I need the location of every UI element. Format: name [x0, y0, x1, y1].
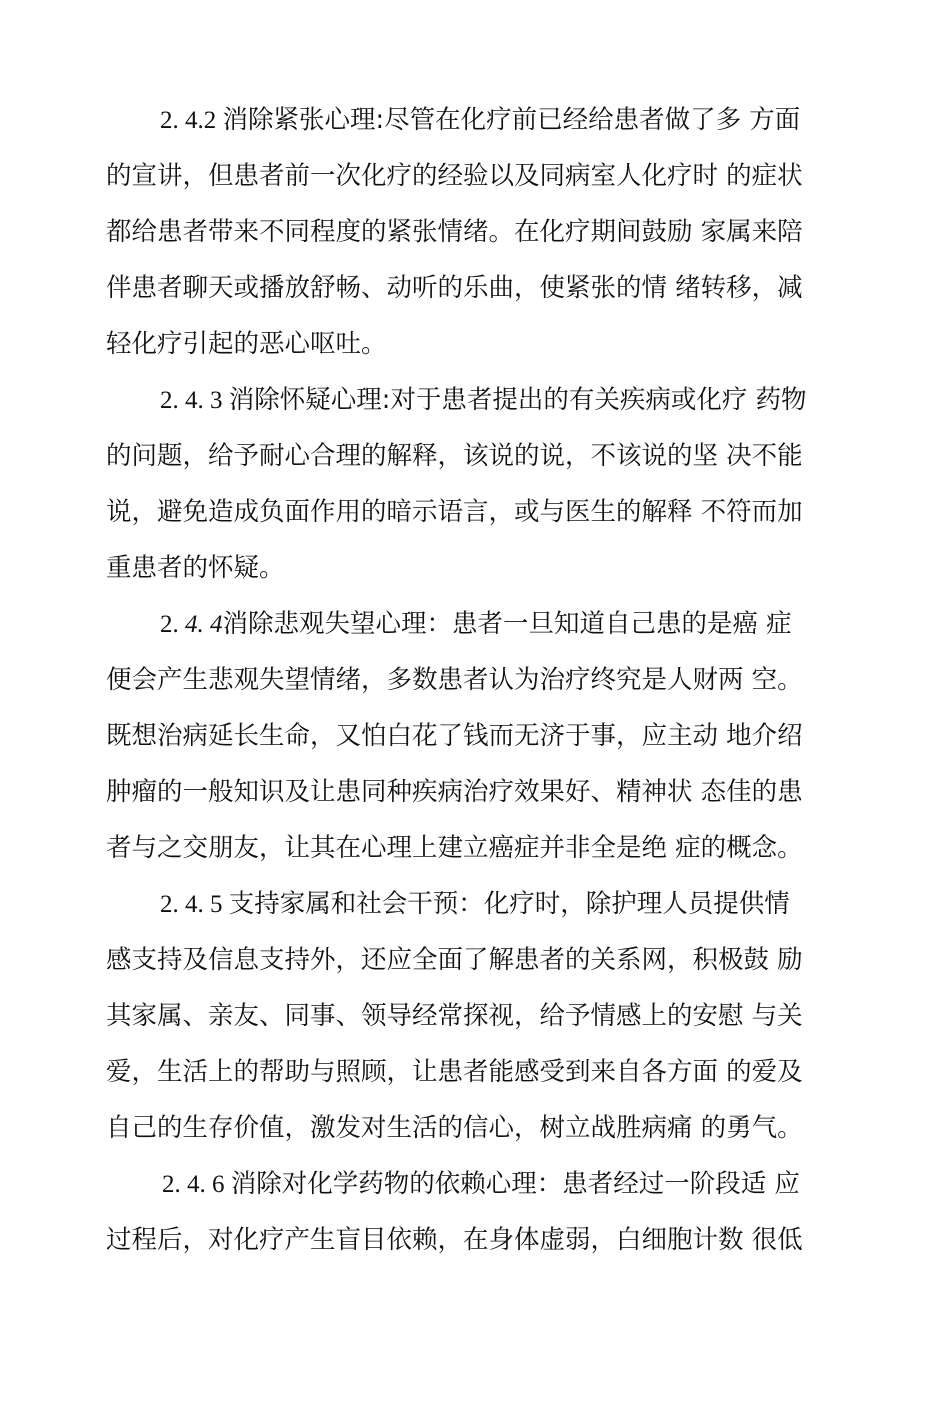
line-text: 自己的生存价值，激发对生活的信心，树立战胜病痛 的勇气。	[106, 1113, 803, 1143]
line-text: 便会产生悲观失望情绪，多数患者认为治疗终究是人财两 空。	[106, 665, 803, 695]
line-text: 轻化疗引起的恶心呕吐。	[106, 329, 387, 359]
section-number: 2. 4. 6	[162, 1171, 231, 1198]
section-number: 2. 4. 5	[160, 891, 229, 918]
paragraph-4-line-4	[106, 1052, 850, 1092]
line-text: 过程后，对化疗产生盲目依赖，在身体虚弱，白细胞计数 很低	[106, 1225, 803, 1255]
paragraph-1-line-1	[160, 100, 850, 140]
line-text: 的问题，给予耐心合理的解释，该说的说，不该说的坚 决不能	[106, 441, 803, 471]
paragraph-2-line-3	[106, 492, 850, 532]
paragraph-5-line-2	[106, 1220, 850, 1260]
line-text: 的宣讲，但患者前一次化疗的经验以及同病室人化疗时 的症状	[106, 161, 803, 191]
section-number: 2.	[160, 611, 185, 638]
line-text: 其家属、亲友、同事、领导经常探视，给予情感上的安慰 与关	[106, 1001, 803, 1031]
paragraph-1-line-4	[106, 268, 850, 308]
line-text: 支持家属和社会干预：化疗时，除护理人员提供情	[228, 889, 790, 919]
line-text: 消除悲观失望心理：患者一旦知道自己患的是癌 症	[222, 609, 792, 639]
line-text: 消除紧张心理:尽管在化疗前已经给患者做了多 方面	[222, 105, 801, 135]
line-text: 消除对化学药物的依赖心理：患者经过一阶段适 应	[230, 1169, 800, 1199]
line-text: 重患者的怀疑。	[106, 553, 285, 583]
paragraph-3-line-4	[106, 772, 850, 812]
paragraph-4-line-5	[106, 1108, 850, 1148]
section-number-italic: 4. 4	[185, 611, 223, 638]
paragraph-4-line-3	[106, 996, 850, 1036]
paragraph-1-line-5	[106, 324, 850, 364]
line-text: 肿瘤的一般知识及让患同种疾病治疗效果好、精神状 态佳的患	[106, 777, 803, 807]
paragraph-2-line-4	[106, 548, 850, 588]
paragraph-3-line-2	[106, 660, 850, 700]
line-text: 消除怀疑心理:对于患者提出的有关疾病或化疗 药物	[228, 385, 807, 415]
section-number: 2. 4.2	[160, 107, 223, 134]
paragraph-2-line-1	[160, 380, 850, 420]
paragraph-4-line-2	[106, 940, 850, 980]
paragraph-2-line-2	[106, 436, 850, 476]
line-text: 说，避免造成负面作用的暗示语言，或与医生的解释 不符而加	[106, 497, 803, 527]
paragraph-3-line-3	[106, 716, 850, 756]
paragraph-4-line-1	[160, 884, 850, 924]
paragraph-3-line-1	[160, 604, 850, 644]
line-text: 既想治病延长生命，又怕白花了钱而无济于事，应主动 地介绍	[106, 721, 803, 751]
line-text: 都给患者带来不同程度的紧张情绪。在化疗期间鼓励 家属来陪	[106, 217, 803, 247]
line-text: 爱，生活上的帮助与照顾，让患者能感受到来自各方面 的爱及	[106, 1057, 803, 1087]
paragraph-5-line-1	[162, 1164, 850, 1204]
line-text: 感支持及信息支持外，还应全面了解患者的关系网，积极鼓 励	[106, 945, 803, 975]
paragraph-3-line-5	[106, 828, 850, 868]
paragraph-1-line-3	[106, 212, 850, 252]
section-number: 2. 4. 3	[160, 387, 229, 414]
paragraph-1-line-2	[106, 156, 850, 196]
line-text: 者与之交朋友，让其在心理上建立癌症并非全是绝 症的概念。	[106, 833, 803, 863]
line-text: 伴患者聊天或播放舒畅、动听的乐曲，使紧张的情 绪转移，减	[106, 273, 803, 303]
